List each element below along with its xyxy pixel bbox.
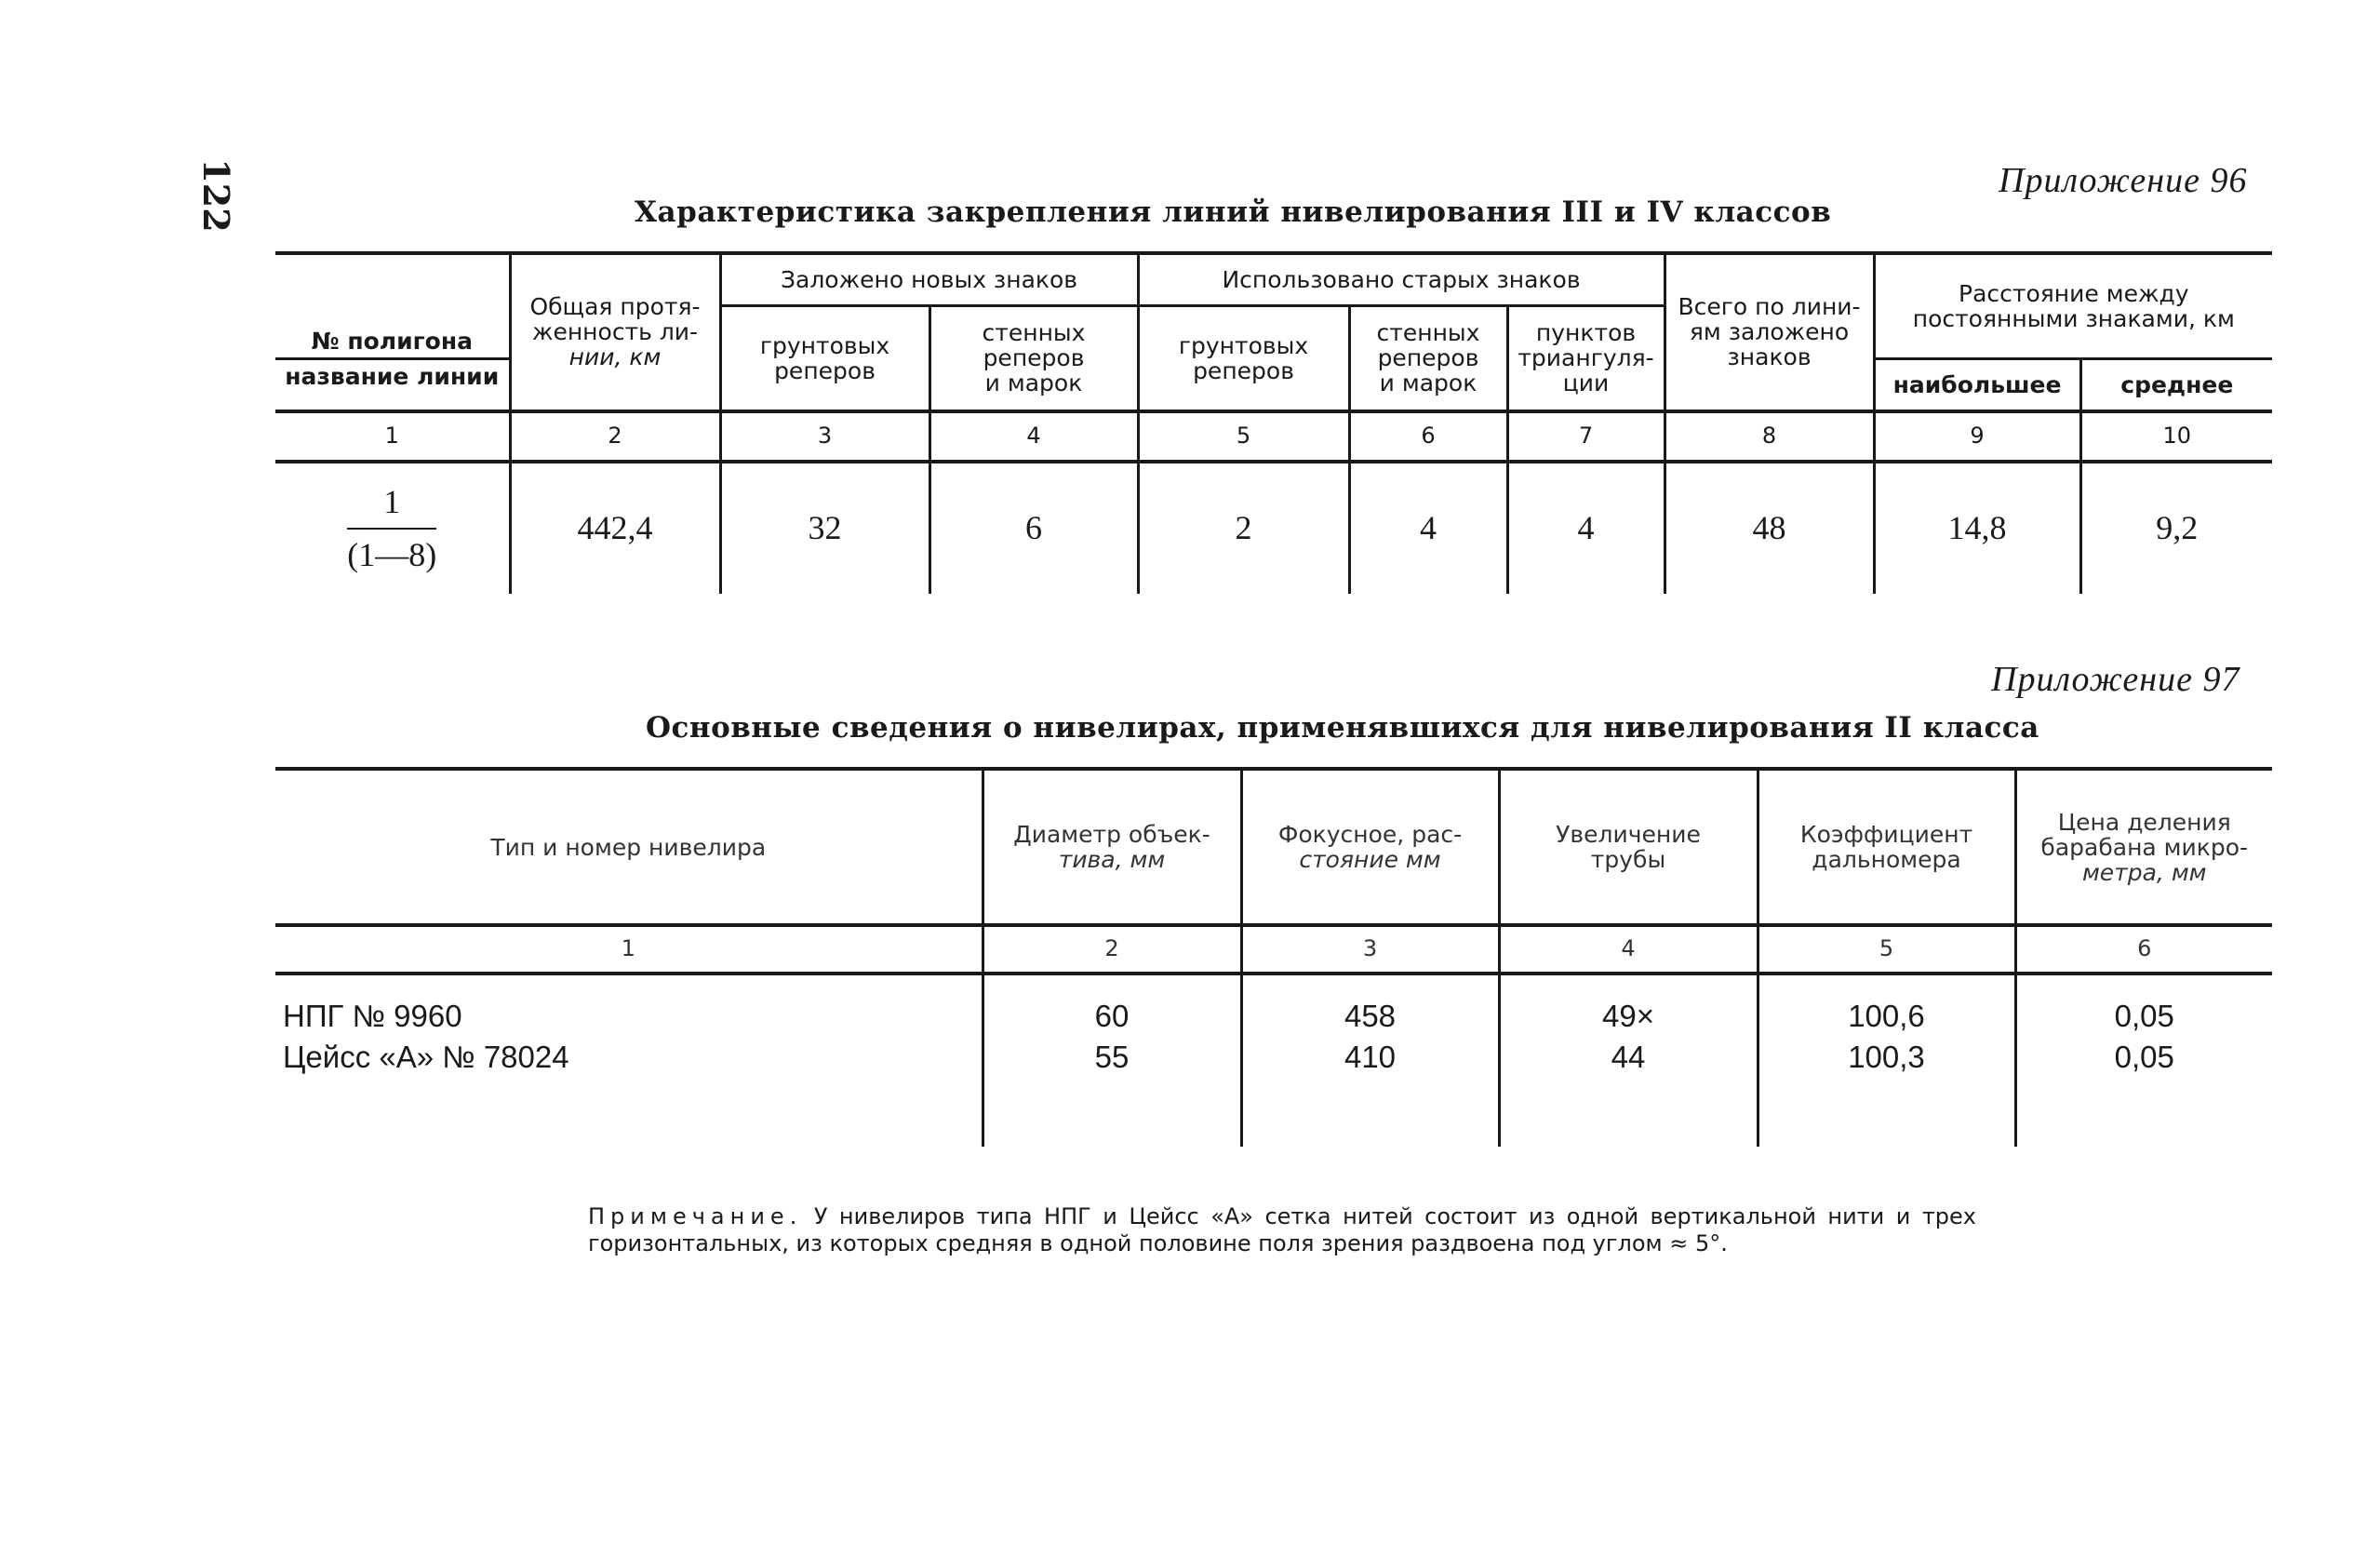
col-num-9: 9	[1874, 411, 2080, 462]
col-num-6: 6	[1349, 411, 1507, 462]
header-new-wall-line1: стенных	[982, 319, 1086, 346]
header-old-trig-line3: ции	[1562, 369, 1610, 396]
header-length	[510, 253, 720, 411]
header-focal-line2: стояние мм	[1299, 846, 1441, 873]
cell-type: Цейсс «А» № 78024	[283, 1040, 569, 1074]
cell-length: 442,4	[510, 462, 720, 594]
cell-type: НПГ № 9960	[283, 999, 462, 1033]
col-num-1: 1	[275, 411, 510, 462]
header-micrometer-line2: барабана микро-	[2040, 833, 2249, 861]
header-new-wall-line3: и марок	[984, 369, 1083, 396]
col-num-6: 6	[2015, 925, 2272, 974]
header-polygon	[275, 253, 510, 359]
cell-total: 48	[1665, 462, 1874, 594]
page-number: 122	[195, 158, 238, 233]
header-new-soil-line2: реперов	[774, 356, 876, 384]
header-magnification-line1: Увеличение	[1556, 821, 1701, 848]
header-new-soil-line1: грунтовых	[759, 331, 890, 359]
header-coefficient-line2: дальномера	[1812, 846, 1961, 873]
header-coefficient-line1: Коэффициент	[1799, 821, 1973, 848]
header-magnification	[1499, 769, 1758, 925]
header-total-line3: знаков	[1727, 343, 1812, 371]
cell-dist-avg: 9,2	[2080, 462, 2272, 594]
table-row	[275, 1039, 2272, 1147]
header-polygon-top: № полигона	[311, 328, 473, 355]
polygon-number: 1	[347, 484, 436, 530]
cell-micrometer: 0,05	[2015, 1039, 2272, 1147]
cell-old-wall: 4	[1349, 462, 1507, 594]
header-total-line1: Всего по лини-	[1678, 293, 1861, 321]
cell-old-trig: 4	[1507, 462, 1665, 594]
col-num-3: 3	[1241, 925, 1499, 974]
header-diameter	[983, 769, 1241, 925]
footnote-lead: Примечание.	[588, 1203, 803, 1229]
header-old-trig	[1507, 305, 1665, 411]
header-old-soil-line2: реперов	[1193, 356, 1294, 384]
header-length-line3: нии, км	[568, 343, 662, 371]
header-old-soil	[1138, 305, 1349, 411]
appendix-96-title: Характеристика закрепления линий нивелирования III и IV классов	[635, 195, 1832, 229]
header-old-signs: Использовано старых знаков	[1138, 253, 1665, 305]
header-total-line2: ям заложено	[1689, 318, 1850, 346]
col-num-4: 4	[929, 411, 1138, 462]
footnote	[588, 1203, 1976, 1257]
col-num-2: 2	[983, 925, 1241, 974]
header-old-wall-line2: реперов	[1377, 344, 1479, 371]
cell-focal: 410	[1241, 1039, 1499, 1147]
col-num-1: 1	[275, 925, 983, 974]
header-new-signs: Заложено новых знаков	[720, 253, 1138, 305]
col-num-10: 10	[2080, 411, 2272, 462]
col-num-5: 5	[1758, 925, 2015, 974]
col-num-5: 5	[1138, 411, 1349, 462]
table-leveling-lines	[275, 251, 2272, 594]
header-old-wall	[1349, 305, 1507, 411]
footnote-text: У нивелиров типа НПГ и Цейсс «А» сетка нитей состоит из одной вертикальной нити и трех горизонтальных, из которых средняя в одной половине поля зрения раздвоена под углом ≈ 5°.	[588, 1203, 1976, 1256]
cell-micrometer: 0,05	[2015, 974, 2272, 1039]
cell-coefficient: 100,3	[1758, 1039, 2015, 1147]
header-old-wall-line3: и марок	[1379, 369, 1477, 396]
header-micrometer-line1: Цена деления	[2057, 808, 2231, 836]
col-num-3: 3	[720, 411, 929, 462]
cell-new-wall: 6	[929, 462, 1138, 594]
header-diameter-line2: тива, мм	[1058, 846, 1166, 873]
table-row	[275, 462, 2272, 594]
header-old-soil-line1: грунтовых	[1178, 331, 1309, 359]
col-num-8: 8	[1665, 411, 1874, 462]
header-coefficient	[1758, 769, 2015, 925]
header-total	[1665, 253, 1874, 411]
header-magnification-line2: трубы	[1590, 846, 1666, 873]
header-focal	[1241, 769, 1499, 925]
appendix-96-label: Приложение 96	[1999, 161, 2248, 200]
header-micrometer-line3: метра, мм	[2081, 858, 2207, 886]
cell-coefficient: 100,6	[1758, 974, 2015, 1039]
col-num-2: 2	[510, 411, 720, 462]
header-focal-line1: Фокусное, рас-	[1277, 821, 1463, 848]
cell-magnification: 44	[1499, 1039, 1758, 1147]
table-row	[275, 974, 2272, 1039]
header-old-trig-line1: пунктов	[1535, 319, 1637, 346]
col-num-7: 7	[1507, 411, 1665, 462]
header-dist-avg: среднее	[2080, 359, 2272, 411]
header-length-line1: Общая протя-	[529, 293, 701, 321]
header-micrometer	[2015, 769, 2272, 925]
header-dist-max: наибольшее	[1874, 359, 2080, 411]
header-distance-line2: постоянными знаками, км	[1912, 305, 2235, 332]
cell-diameter: 55	[983, 1039, 1241, 1147]
header-type: Тип и номер нивелира	[275, 769, 983, 925]
col-num-4: 4	[1499, 925, 1758, 974]
cell-old-soil: 2	[1138, 462, 1349, 594]
cell-new-soil: 32	[720, 462, 929, 594]
cell-diameter: 60	[983, 974, 1241, 1039]
cell-magnification: 49×	[1499, 974, 1758, 1039]
cell-polygon	[275, 462, 510, 594]
header-polygon-name: название линии	[275, 359, 510, 411]
header-length-line2: женность ли-	[531, 318, 699, 346]
polygon-name: (1—8)	[347, 535, 437, 573]
header-distance-line1: Расстояние между	[1959, 280, 2189, 307]
table-levels	[275, 767, 2272, 1147]
header-old-trig-line2: триангуля-	[1518, 344, 1654, 371]
header-diameter-line1: Диаметр объек-	[1013, 821, 1210, 848]
header-new-soil	[720, 305, 929, 411]
appendix-97-label: Приложение 97	[1991, 660, 2240, 699]
header-distance	[1874, 253, 2272, 359]
header-new-wall	[929, 305, 1138, 411]
cell-dist-max: 14,8	[1874, 462, 2080, 594]
appendix-97-title: Основные сведения о нивелирах, применявшихся для нивелирования II класса	[646, 711, 2039, 745]
cell-focal: 458	[1241, 974, 1499, 1039]
header-new-wall-line2: реперов	[983, 344, 1085, 371]
header-old-wall-line1: стенных	[1376, 319, 1480, 346]
